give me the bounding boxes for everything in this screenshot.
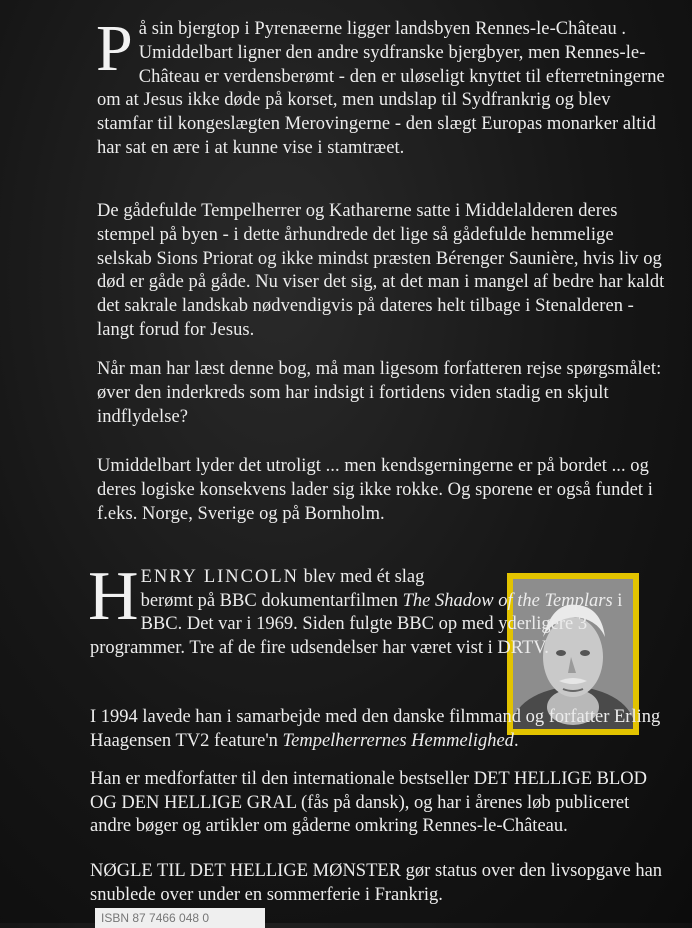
bio-p2-b: . (513, 730, 519, 751)
bio-paragraph-4: NØGLE TIL DET HELLIGE MØNSTER gør status over den livsopgave han snublede over under en sommerferie i Frankrig. (90, 861, 663, 905)
blurb-paragraph-1-text: å sin bjergtop i Pyrenæerne ligger landsbyen Rennes-le-Château . Umiddelbart ligner den andre sydfranske bjergbyer, men Rennes-le-Château er verdensberømt - den er uløseligt knyttet til efterretningerne om at Jesus ikke døde på korset, men undslap til Sydfrankrig og blev stamfar til kongeslægten Merovingerne - den slægt Europas monarker altid har sat en ære i at kunne vise i stamtræet. (97, 19, 665, 158)
bio-paragraph-3: Han er medforfatter til den internationale bestseller DET HELLIGE BLOD OG DEN HELLIGE GRAL (fås på dansk), og har i årenes løb publiceret andre bøger og artikler om gåderne omkring Rennes-le-Château. (90, 769, 648, 836)
tv-feature-title: Tempelherrernes Hemmelighed (282, 730, 514, 751)
blurb-paragraph-3: Når man har læst denne bog, må man ligesom forfatteren rejse spørgsmålet: øver den inderkreds som har indsigt i fortidens viden stadig en skjult indflydelse? (97, 359, 662, 427)
bio-text-a: berømt på BBC dokumentarfilmen (140, 590, 403, 611)
film-title: The Shadow of the Templars (402, 590, 613, 611)
blurb-paragraph-1 (96, 12, 667, 161)
bio-p2-a: I 1994 lavede han i samarbejde med den danske filmmand og forfatter Erling Haagensen TV2 feature'n (90, 707, 661, 751)
blurb-paragraph-4: Umiddelbart lyder det utroligt ... men kendsgerningerne er på bordet ... og deres logiske konsekvens lader sig ikke rokke. Og sporene er også fundet i f.eks. Norge, Sverige og på Bornholm. (97, 456, 653, 524)
drop-cap-h: H (88, 558, 139, 635)
author-name: ENRY LINCOLN (140, 567, 300, 587)
bio-text-b: i BBC. Det var i 1969. Siden fulgte BBC op med yderligere 3 programmer. Tre af de fire udsendelser har været vist i DRTV. (90, 590, 623, 658)
drop-cap-p: P (96, 12, 133, 85)
blurb-paragraph-2: De gådefulde Tempelherrer og Katharerne satte i Middelalderen deres stempel på byen - i dette århundrede det lige så gådefulde hemmelige selskab Sions Priorat og ikke mindst præsten Bérenger Saunière, hvis liv og død er gåde på gåde. Nu viser det sig, at det man i mangel af bedre har kaldt det sakrale landskab nødvendigvis på dateres helt tilbage i Stenalderen - langt forud for Jesus. (97, 201, 665, 340)
bio-paragraph-2 (90, 706, 665, 753)
isbn-label: ISBN 87 7466 048 0 (95, 908, 265, 928)
author-bio (88, 558, 665, 660)
bio-line-1: blev med ét slag (299, 567, 425, 587)
